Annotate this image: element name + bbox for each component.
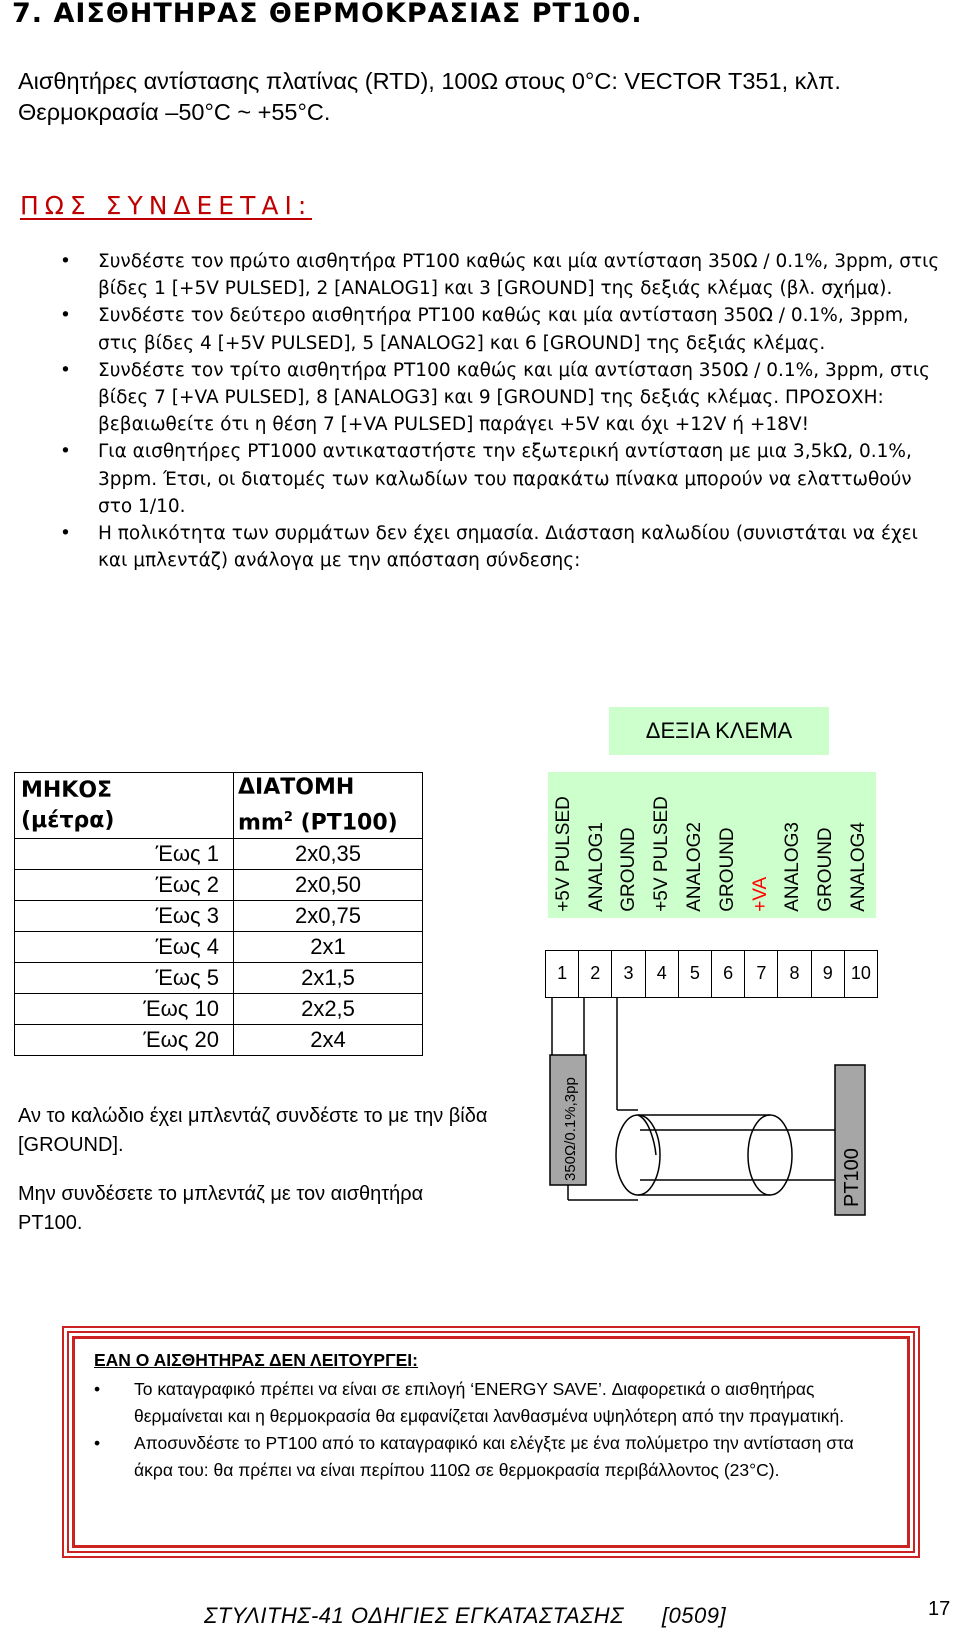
terminal-4: 4 (646, 951, 679, 997)
section-title: 7. ΑΙΣΘΗΤΗΡΑΣ ΘΕΡΜΟΚΡΑΣΙΑΣ PT100. (12, 0, 643, 29)
pin-label: ANALOG2 (684, 822, 706, 912)
wiring-diagram (540, 995, 880, 1220)
pin-label: GROUND (815, 827, 837, 912)
terminal-block (545, 950, 878, 998)
terminal-2: 2 (579, 951, 612, 997)
pin-label: GROUND (618, 827, 640, 912)
list-item: • Αποσυνδέστε το PT100 από το καταγραφικό και ελέγξτε με ένα πολύμετρο την αντίσταση στα άκρα του: θα πρέπει να είναι περίπου 110Ω σε θερμοκρασία περιβάλλοντος (23°C). (94, 1430, 884, 1484)
table-row: Έως 20 2x4 (15, 1025, 423, 1056)
pin-label: ANALOG4 (848, 822, 870, 912)
list-item: • Συνδέστε τον πρώτο αισθητήρα PT100 καθώς και μία αντίσταση 350Ω / 0.1%, 3ppm, στις βίδες 1 [+5V PULSED], 2 [ANALOG1] και 3 [GROUND] της δεξιάς κλέμας (βλ. σχήμα). (60, 248, 940, 302)
cable-size-table (14, 772, 423, 1056)
pin-label: +5V PULSED (651, 796, 673, 912)
page-number: 17 (928, 1598, 951, 1620)
instructions-list (60, 248, 940, 574)
pin-label: +5V PULSED (553, 796, 574, 912)
list-item: • Η πολικότητα των συρμάτων δεν έχει σημασία. Διάσταση καλωδίου (συνιστάται να έχει και μπλεντάζ) ανάλογα με την απόσταση σύνδεσης: (60, 520, 940, 574)
sensor-label: PT100 (841, 1148, 863, 1207)
list-item: • Συνδέστε τον δεύτερο αισθητήρα PT100 καθώς και μία αντίσταση 350Ω / 0.1%, 3ppm, στις βίδες 4 [+5V PULSED], 5 [ANALOG2] και 6 [GROUND] της δεξιάς κλέμας. (60, 302, 940, 356)
table-row: Έως 5 2x1,5 (15, 963, 423, 994)
warning-title: ΕΑΝ Ο ΑΙΣΘΗΤΗΡΑΣ ΔΕΝ ΛΕΙΤΟΥΡΓΕΙ: (94, 1350, 418, 1370)
terminal-6: 6 (712, 951, 745, 997)
terminal-1: 1 (546, 951, 579, 997)
terminal-10: 10 (850, 963, 871, 983)
pin-label: GROUND (717, 827, 738, 912)
pin-label: +VA (749, 876, 771, 912)
how-to-connect-heading: ΠΩΣ ΣΥΝΔΕΕΤΑΙ: (20, 191, 313, 220)
terminal-7: 7 (745, 951, 778, 997)
terminal-9: 9 (812, 951, 845, 997)
pin-labels-strip (548, 772, 876, 918)
pin-label: ANALOG1 (585, 822, 607, 912)
pin-label: ANALOG3 (782, 822, 804, 912)
terminal-8: 8 (778, 951, 811, 997)
table-row: Έως 2 2x0,50 (15, 870, 423, 901)
list-item: • Για αισθητήρες PT1000 αντικαταστήστε την εξωτερική αντίσταση με μια 3,5kΩ, 0.1%, 3ppm. Έτσι, οι διατομές των καλωδίων του παρακάτω πίνακα μπορούν να ελαττωθούν στο 1/10. (60, 438, 940, 520)
terminal-5: 5 (679, 951, 712, 997)
section-header: ΔΙΑΤΟΜΗ $mm^2$ (PT100) (234, 773, 423, 839)
table-row: Έως 10 2x2,5 (15, 994, 423, 1025)
list-item: • Συνδέστε τον τρίτο αισθητήρα PT100 καθώς και μία αντίσταση 350Ω / 0.1%, 3ppm, στις βίδες 7 [+VA PULSED], 8 [ANALOG3] και 9 [GROUND] της δεξιάς κλέμας. ΠΡΟΣΟΧΗ: βεβαιωθείτε ότι η θέση 7 [+VA PULSED] παράγει +5V και όχι +12V ή +18V! (60, 357, 940, 439)
shielded-cable (616, 1115, 835, 1195)
shield-note: Αν το καλώδιο έχει μπλεντάζ συνδέστε το με την βίδα [GROUND]. Μην συνδέσετε το μπλεντάζ με τον αισθητήρα PT100. (18, 1105, 488, 1234)
resistor-label: 350Ω/0.1%,3pp (562, 1077, 579, 1181)
intro-paragraph: Αισθητήρες αντίστασης πλατίνας (RTD), 100Ω στους 0°C: VECTOR T351, κλπ. Θερμοκρασία –50°C ~ +55°C. (18, 68, 841, 125)
table-row: Έως 1 2x0,35 (15, 839, 423, 870)
footer: ΣΤΥΛΙΤΗΣ-41 ΟΔΗΓΙΕΣ ΕΓΚΑΤΑΣΤΑΣΗΣ [0509] (204, 1603, 727, 1628)
right-terminal-label: ΔΕΞΙΑ ΚΛΕΜΑ (609, 707, 829, 755)
list-item: • Το καταγραφικό πρέπει να είναι σε επιλογή ‘ENERGY SAVE’. Διαφορετικά ο αισθητήρας θερμαίνεται και η θερμοκρασία θα εμφανίζεται λανθασμένα υψηλότερη από την πραγματική. (94, 1376, 884, 1430)
terminal-3: 3 (612, 951, 645, 997)
table-row: Έως 4 2x1 (15, 932, 423, 963)
warning-list (94, 1376, 884, 1484)
length-header: ΜΗΚΟΣ (μέτρα) (15, 773, 234, 839)
table-row: Έως 3 2x0,75 (15, 901, 423, 932)
